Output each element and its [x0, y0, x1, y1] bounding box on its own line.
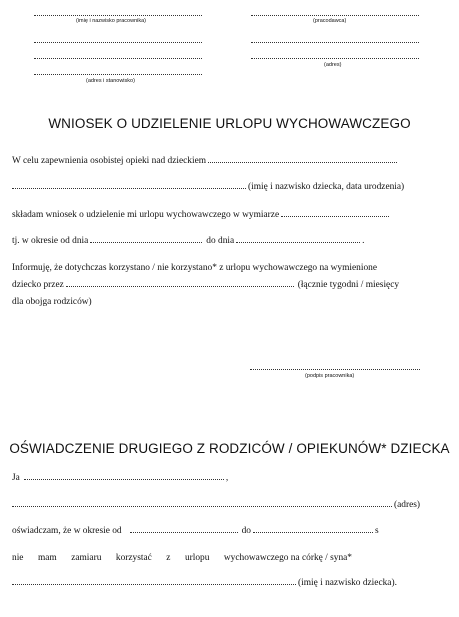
signature-line — [250, 369, 420, 370]
statement-line-3 — [12, 526, 436, 537]
request-line-1-text: W celu zapewnienia osobistej opieki nad dzieckiem — [12, 156, 207, 166]
employee-name-line — [34, 15, 202, 16]
statement-name-fill — [24, 478, 224, 480]
request-line-4-from: tj. w okresie od dnia — [12, 236, 89, 246]
employee-extra-line-1 — [34, 42, 202, 43]
statement-word-7: wychowawczego na córkę / syna* — [223, 553, 352, 563]
statement-line-5-text: (imię i nazwisko dziecka). — [298, 578, 397, 588]
signature-caption: (podpis pracownika) — [305, 373, 355, 379]
request-line-6-suffix: (łącznie tygodni / miesięcy — [297, 280, 400, 290]
statement-line-4 — [12, 553, 352, 564]
request-line-5 — [12, 263, 436, 274]
statement-word-6: urlopu — [184, 553, 210, 563]
request-line-2-text: (imię i nazwisko dziecka, data urodzenia) — [248, 182, 405, 192]
request-line-3-fill — [281, 215, 389, 217]
request-line-4-end: . — [362, 236, 365, 246]
request-line-6 — [12, 280, 436, 291]
statement-to-fill — [253, 531, 373, 533]
statement-title: OŚWIADCZENIE DRUGIEGO Z RODZICÓW / OPIEKUNÓW* DZIECKA — [9, 441, 450, 456]
statement-word-3: zamiaru — [71, 553, 102, 563]
request-line-2-fill — [12, 187, 246, 189]
employee-name-caption: (imię i nazwisko pracownika) — [76, 18, 146, 24]
statement-address-fill — [12, 505, 392, 507]
employer-line — [251, 15, 419, 16]
request-line-1-fill — [208, 161, 397, 163]
request-line-7-text: dla obojga rodziców) — [12, 297, 92, 307]
statement-child-fill — [12, 583, 296, 585]
statement-word-5: z — [166, 553, 171, 563]
statement-line-2-text: (adres) — [394, 500, 421, 510]
statement-line-1 — [12, 473, 436, 484]
request-line-2 — [12, 182, 436, 193]
employer-address-caption: (adres) — [324, 62, 342, 68]
statement-line-3-mid: do — [241, 526, 251, 536]
request-title: WNIOSEK O UDZIELENIE URLOPU WYCHOWAWCZEGO — [48, 116, 411, 131]
statement-line-5 — [12, 578, 436, 589]
request-from-date-fill — [90, 241, 202, 243]
employee-extra-line-2 — [34, 58, 202, 59]
statement-line-3-end: s — [374, 526, 379, 536]
request-to-date-fill — [236, 241, 360, 243]
statement-line-2 — [12, 500, 436, 511]
request-line-3 — [12, 210, 436, 221]
statement-line-3-prefix: oświadczam, że w okresie od — [12, 526, 122, 536]
request-line-5-text: Informuję, że dotychczas korzystano / nie korzystano* z urlopu wychowawczego na wymienione — [12, 263, 377, 273]
employee-address-line — [34, 74, 202, 75]
request-line-6-fill — [66, 285, 294, 287]
request-line-4-to: do dnia — [206, 236, 235, 246]
statement-line-1-end: , — [225, 473, 229, 483]
statement-word-2: mam — [37, 553, 57, 563]
employer-address-line — [251, 58, 419, 59]
request-line-7 — [12, 297, 436, 308]
request-line-3-text: składam wniosek o udzielenie mi urlopu wychowawczego w wymiarze — [12, 210, 280, 220]
statement-line-1-prefix: Ja — [12, 473, 20, 483]
request-line-4 — [12, 236, 436, 247]
statement-from-fill — [130, 531, 238, 533]
employer-caption: (pracodawca) — [313, 18, 347, 24]
request-line-1 — [12, 156, 436, 167]
employee-address-caption: (adres i stanowisko) — [86, 78, 135, 84]
statement-word-4: korzystać — [115, 553, 152, 563]
employer-extra-line-1 — [251, 42, 419, 43]
request-line-6-prefix: dziecko przez — [12, 280, 64, 290]
statement-word-1: nie — [12, 553, 24, 563]
